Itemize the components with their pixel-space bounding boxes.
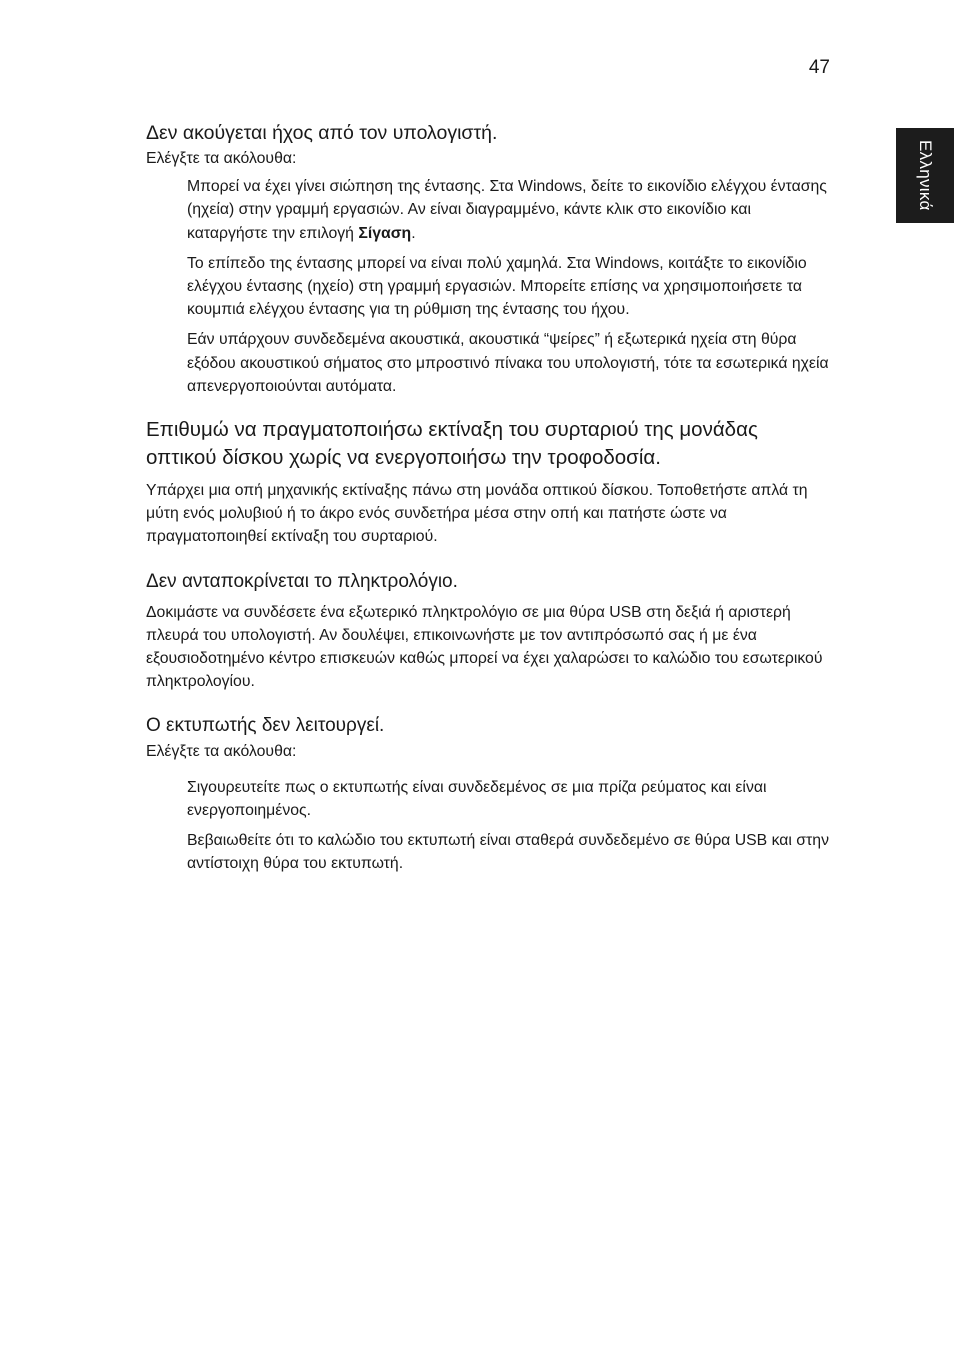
section-no-sound <box>146 119 830 398</box>
section-heading: Δεν ανταποκρίνεται το πληκτρολόγιο. <box>146 570 458 592</box>
section-body: Δοκιμάστε να συνδέσετε ένα εξωτερικό πληκτρολόγιο σε μια θύρα USB στη δεξιά ή αριστερή πλευρά του υπολογιστή. Αν δουλέψει, επικοινωνήστε με τον αντιπρόσωπό σας ή με ένα εξουσιοδοτημένο κέντρο επισκευών καθώς μπορεί να έχει χαλαρώσει το καλώδιο του εσωτερικού πληκτρολογίου. <box>146 603 823 691</box>
section-body: Υπάρχει μια οπή μηχανικής εκτίναξης πάνω στη μονάδα οπτικού δίσκου. Τοποθετήστε απλά τη μύτη ενός μολυβιού ή το άκρο ενός συνδετήρα μέσα στην οπή και πατήστε ώστε να πραγματοποιηθεί εκτίναξη του συρταριού. <box>146 482 808 546</box>
section-heading: Επιθυμώ να πραγματοποιήσω εκτίναξη του συρταριού της μονάδας οπτικού δίσκου χωρίς να ενεργοποιήσω την τροφοδοσία. <box>146 418 758 470</box>
item-bold-term: Σίγαση <box>358 224 412 242</box>
list-item: Βεβαιωθείτε ότι το καλώδιο του εκτυπωτή είναι σταθερά συνδεδεμένο σε θύρα USB και στην αντίστοιχη θύρα του εκτυπωτή. <box>187 832 829 873</box>
section-keyboard <box>146 568 830 694</box>
section-intro: Ελέγξτε τα ακόλουθα: <box>146 150 297 167</box>
list-item: Εάν υπάρχουν συνδεδεμένα ακουστικά, ακουστικά “ψείρες” ή εξωτερικά ηχεία στη θύρα εξόδου ακουστικού σήματος στο μπροστινό πίνακα του υπολογιστή, τότε τα εσωτερικά ηχεία απενεργοποιούνται αυτόματα. <box>187 331 829 395</box>
section-printer <box>146 712 830 875</box>
item-text-end: . <box>411 224 416 242</box>
list-item <box>187 175 830 245</box>
document-body <box>146 119 830 875</box>
page-number: 47 <box>808 57 830 78</box>
section-heading: Δεν ακούγεται ήχος από τον υπολογιστή. <box>146 122 498 144</box>
section-eject-tray <box>146 416 830 549</box>
section-intro: Ελέγξτε τα ακόλουθα: <box>146 743 297 761</box>
language-tab <box>896 128 954 223</box>
item-text: Μπορεί να έχει γίνει σιώπηση της έντασης. Στα Windows, δείτε το εικονίδιο ελέγχου έντασης (ηχεία) στην γραμμή εργασιών. Αν είναι διαγραμμένο, κάντε κλικ στο εικονίδιο και καταργήστε την επιλογή <box>187 178 827 242</box>
section-heading: Ο εκτυπωτής δεν λειτουργεί. <box>146 715 385 737</box>
list-item: Σιγουρευτείτε πως ο εκτυπωτής είναι συνδεδεμένος σε μια πρίζα ρεύματος και είναι ενεργοποιημένος. <box>187 778 767 819</box>
language-tab-label: Ελληνικά <box>916 140 935 211</box>
list-item: Το επίπεδο της έντασης μπορεί να είναι πολύ χαμηλά. Στα Windows, κοιτάξτε το εικονίδιο ελέγχου έντασης (ηχείο) στη γραμμή εργασιών. Μπορείτε επίσης να χρησιμοποιήσετε τα κουμπιά ελέγχου έντασης για τη ρύθμιση της έντασης του ήχου. <box>187 254 807 319</box>
